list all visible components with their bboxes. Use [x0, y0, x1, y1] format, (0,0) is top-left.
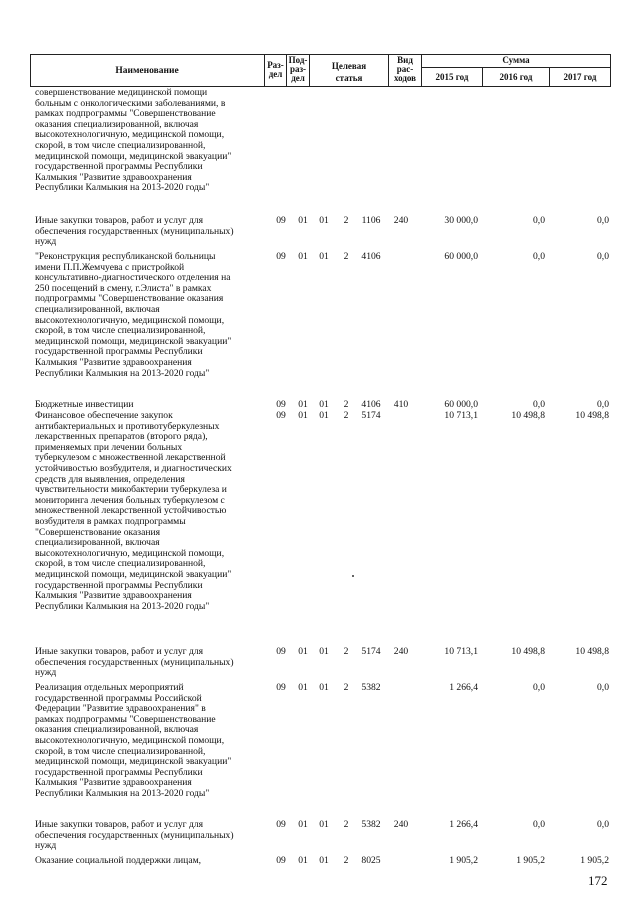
row-podrazdel: 01 — [298, 215, 308, 226]
row-cs-program: 01 — [319, 819, 329, 830]
row-razdel: 09 — [276, 410, 286, 421]
row-podrazdel: 01 — [298, 682, 308, 693]
row-cs-code: 1106 — [361, 215, 381, 226]
row-sum-2015: 1 266,4 — [449, 819, 478, 830]
row-vid: 410 — [393, 399, 409, 410]
row-razdel: 09 — [276, 251, 286, 262]
header-vid-rashodov: Вид рас- ходов — [393, 55, 417, 83]
row-cs-subprogram: 2 — [343, 399, 349, 410]
scan-speck — [352, 575, 354, 577]
row-vid: 240 — [393, 646, 409, 657]
row-sum-2016: 1 905,2 — [516, 855, 545, 866]
row-name: Иные закупки товаров, работ и услуг для обеспечения государственных (муниципальных) нужд — [35, 819, 234, 852]
row-vid: 240 — [393, 819, 409, 830]
row-podrazdel: 01 — [298, 410, 308, 421]
row-cs-program: 01 — [319, 682, 329, 693]
header-podrazdel: Под- раз- дел — [288, 55, 308, 83]
row-sum-2016: 10 498,8 — [511, 646, 545, 657]
row-cs-program: 01 — [319, 410, 329, 421]
row-name: Иные закупки товаров, работ и услуг для обеспечения государственных (муниципальных) нужд — [35, 646, 234, 679]
page-number: 172 — [588, 873, 608, 888]
row-cs-subprogram: 2 — [343, 682, 349, 693]
header-2015: 2015 год — [435, 72, 469, 82]
row-sum-2016: 0,0 — [533, 215, 545, 226]
row-cs-program: 01 — [319, 215, 329, 226]
header-razdel: Раз- дел — [267, 60, 284, 79]
header-2016: 2016 год — [499, 72, 533, 82]
row-podrazdel: 01 — [298, 819, 308, 830]
row-sum-2015: 60 000,0 — [444, 399, 478, 410]
row-name: совершенствование медицинской помощи больным с онкологическими заболеваниями, в рамках подпрограммы "Совершенствование оказания специализированной, включая высокотехнологичную, медицинской помощи, скорой, в том числе специализированной, медицинской помощи, медицинской эвакуации" государственной программы Республики Калмыкия "Развитие здравоохранения Республики Калмыкия на 2013-2020 годы" — [35, 87, 232, 194]
row-sum-2016: 0,0 — [533, 251, 545, 262]
row-sum-2017: 10 498,8 — [575, 646, 609, 657]
row-name: Финансовое обеспечение закупок антибактериальных и противотуберкулезных лекарственных препаратов (второго ряда), применяемых при лечении больных туберкулезом с множественной лекарственной устойчивостью возбудителя, и диагностических средств для выявления, определения чувствительности микобактерии туберкулеза и мониторинга лечения больных туберкулезом с множественной лекарственной устойчивостью возбудителя в рамках подпрограммы "Совершенствование оказания специализированной, включая высокотехнологичную, медицинской помощи, скорой, в том числе специализированной, медицинской помощи, медицинской эвакуации" государственной программы Республики Калмыкия "Развитие здравоохранения Республики Калмыкия на 2013-2020 годы" — [35, 410, 232, 612]
row-cs-code: 5382 — [361, 819, 381, 830]
row-cs-subprogram: 2 — [343, 819, 349, 830]
row-podrazdel: 01 — [298, 646, 308, 657]
header-celevaya-statya: Целевая статья — [331, 61, 367, 83]
row-razdel: 09 — [276, 215, 286, 226]
row-vid: 240 — [393, 215, 409, 226]
row-sum-2017: 0,0 — [597, 215, 609, 226]
row-sum-2016: 0,0 — [533, 399, 545, 410]
row-cs-code: 4106 — [361, 399, 381, 410]
row-name: Оказание социальной поддержки лицам, — [35, 855, 202, 866]
row-name: "Реконструкция республиканской больницы имени П.П.Жемчуева с пристройкой консультативно-диагностического отделения на 250 посещений в смену, г.Элиста" в рамках подпрограммы "Совершенствование оказания специализированной, включая высокотехнологичную, медицинской помощи, скорой, в том числе специализированной, медицинской помощи, медицинской эвакуации" государственной программы Республики Калмыкия "Развитие здравоохранения Республики Калмыкия на 2013-2020 годы" — [35, 251, 232, 379]
row-sum-2017: 0,0 — [597, 819, 609, 830]
row-sum-2015: 10 713,1 — [444, 410, 478, 421]
row-sum-2017: 0,0 — [597, 682, 609, 693]
row-cs-program: 01 — [319, 251, 329, 262]
row-sum-2016: 0,0 — [533, 682, 545, 693]
row-razdel: 09 — [276, 819, 286, 830]
row-sum-2017: 10 498,8 — [575, 410, 609, 421]
row-cs-subprogram: 2 — [343, 215, 349, 226]
row-cs-program: 01 — [319, 646, 329, 657]
row-sum-2015: 10 713,1 — [444, 646, 478, 657]
row-cs-subprogram: 2 — [343, 646, 349, 657]
row-cs-program: 01 — [319, 399, 329, 410]
table-header — [30, 54, 611, 87]
row-podrazdel: 01 — [298, 855, 308, 866]
row-podrazdel: 01 — [298, 399, 308, 410]
row-cs-subprogram: 2 — [343, 410, 349, 421]
row-razdel: 09 — [276, 399, 286, 410]
row-name: Иные закупки товаров, работ и услуг для обеспечения государственных (муниципальных) нужд — [35, 215, 234, 248]
row-sum-2015: 60 000,0 — [444, 251, 478, 262]
row-sum-2016: 0,0 — [533, 819, 545, 830]
header-2017: 2017 год — [563, 72, 597, 82]
row-name: Реализация отдельных мероприятий государственной программы Российской Федерации "Развитие здравоохранения" в рамках подпрограммы "Совершенствование оказания специализированной, включая высокотехнологичную, медицинской помощи, скорой, в том числе специализированной, медицинской помощи, медицинской эвакуации" государственной программы Республики Калмыкия "Развитие здравоохранения Республики Калмыкия на 2013-2020 годы" — [35, 682, 232, 799]
row-sum-2017: 0,0 — [597, 399, 609, 410]
row-cs-code: 5382 — [361, 682, 381, 693]
row-cs-subprogram: 2 — [343, 855, 349, 866]
header-name: Наименование — [115, 66, 179, 76]
row-cs-code: 4106 — [361, 251, 381, 262]
row-sum-2015: 1 266,4 — [449, 682, 478, 693]
row-razdel: 09 — [276, 646, 286, 657]
row-sum-2015: 1 905,2 — [449, 855, 478, 866]
row-cs-code: 8025 — [361, 855, 381, 866]
header-summa: Сумма — [502, 55, 530, 65]
row-sum-2017: 1 905,2 — [580, 855, 609, 866]
row-cs-subprogram: 2 — [343, 251, 349, 262]
row-cs-program: 01 — [319, 855, 329, 866]
row-cs-code: 5174 — [361, 410, 381, 421]
row-sum-2017: 0,0 — [597, 251, 609, 262]
row-podrazdel: 01 — [298, 251, 308, 262]
row-name: Бюджетные инвестиции — [35, 399, 134, 410]
row-razdel: 09 — [276, 682, 286, 693]
row-sum-2016: 10 498,8 — [511, 410, 545, 421]
row-sum-2015: 30 000,0 — [444, 215, 478, 226]
row-razdel: 09 — [276, 855, 286, 866]
row-cs-code: 5174 — [361, 646, 381, 657]
